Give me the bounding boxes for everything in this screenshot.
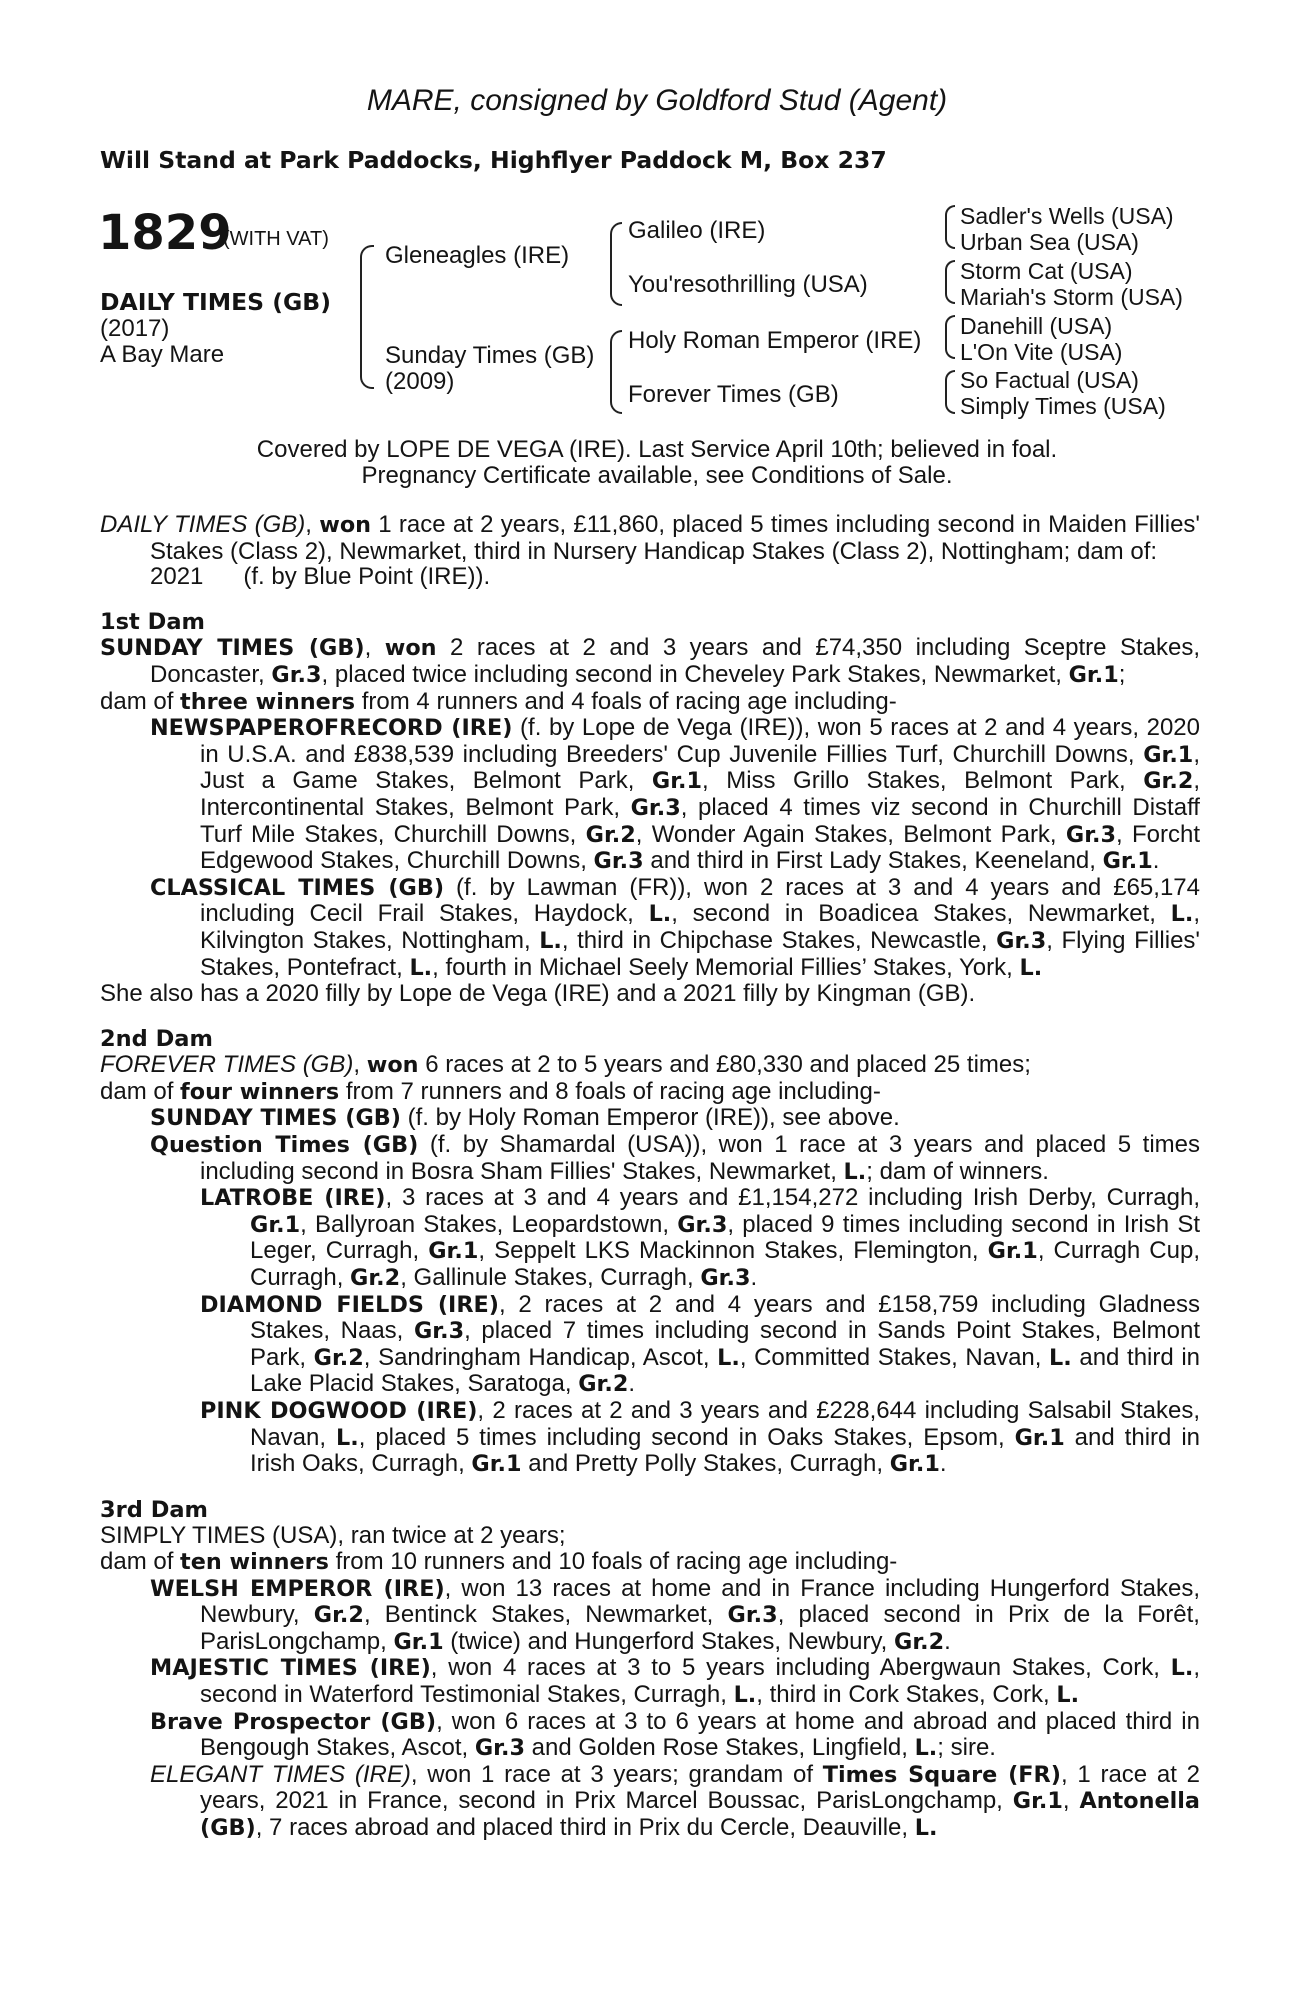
stand-location: Will Stand at Park Paddocks, Highflyer Paddock M, Box 237 bbox=[100, 146, 887, 174]
bold-text: Gr.1 bbox=[428, 1238, 479, 1265]
bold-text: Gr.3 bbox=[677, 1211, 728, 1238]
text-run: , Committed Stakes, Navan, bbox=[739, 1343, 1050, 1371]
bold-text: Gr.2 bbox=[313, 1602, 364, 1629]
text-run: , Intercontinental Stakes, Belmont Park, bbox=[200, 767, 1201, 821]
covered-line-1: Covered by LOPE DE VEGA (IRE). Last Service April 10th; believed in foal. bbox=[256, 436, 1058, 463]
text-run: from 10 runners and 10 foals of racing age including- bbox=[328, 1547, 898, 1575]
italic-text: FOREVER TIMES (GB) bbox=[100, 1051, 354, 1079]
bold-text: Gr.1 bbox=[987, 1238, 1038, 1265]
bold-text: Antonella (GB) bbox=[200, 1788, 1200, 1841]
second-dam-record: FOREVER TIMES (GB), won 6 races at 2 to 5 years and £80,330 and placed 25 times; bbox=[100, 1051, 1031, 1079]
bold-text: SUNDAY TIMES (GB) bbox=[150, 1105, 401, 1132]
text-run: . bbox=[944, 1627, 951, 1655]
second-dam-grandprogeny-3 bbox=[100, 1398, 1200, 1478]
text-run: , Just a Game Stakes, Belmont Park, bbox=[200, 740, 1200, 795]
text-run: , won 13 races at home and in France including Hungerford Stakes, Newbury, bbox=[200, 1574, 1200, 1629]
bold-text: three winners bbox=[180, 688, 356, 715]
pedigree-sss: Sadler's Wells (USA) bbox=[960, 203, 1174, 229]
bold-text: L. bbox=[336, 1424, 359, 1451]
third-dam-progeny-1 bbox=[100, 1576, 1200, 1656]
bold-text: Gr.2 bbox=[894, 1628, 945, 1655]
pedigree-bracket-ds bbox=[945, 315, 955, 359]
pedigree-sire-sire: Galileo (IRE) bbox=[628, 217, 766, 244]
mare-record: DAILY TIMES (GB), won 1 race at 2 years, £11,860, placed 5 times including second in Maiden Fillies' Stakes (Class 2), Newmarket, third in Nursery Handicap Stakes (Class 2), Nottingham; dam of: bbox=[100, 511, 1201, 565]
bold-text: Gr.1 bbox=[1143, 741, 1194, 768]
bold-text: Gr.3 bbox=[271, 661, 322, 688]
second-dam-grandprogeny-2 bbox=[100, 1292, 1200, 1398]
text-run: , won 4 races at 3 to 5 years including Abergwaun Stakes, Cork, bbox=[430, 1654, 1171, 1682]
text-run: , 2 races at 2 and 3 years and £228,644 including Salsabil Stakes, Navan, bbox=[250, 1397, 1201, 1451]
text-run: , Forcht Edgewood Stakes, Churchill Downs, bbox=[200, 820, 1200, 875]
text-run: , 2 races at 2 and 4 years and £158,759 including Gladness Stakes, Naas, bbox=[250, 1290, 1200, 1345]
bold-text: NEWSPAPEROFRECORD (IRE) bbox=[150, 715, 513, 742]
pedigree-ssd: Urban Sea (USA) bbox=[960, 229, 1139, 255]
text-run: , 1 race at 2 years, 2021 in France, second in Prix Marcel Boussac, ParisLongchamp, bbox=[200, 1760, 1200, 1815]
bold-text: DIAMOND FIELDS (IRE) bbox=[200, 1291, 499, 1318]
bold-text: L. bbox=[717, 1344, 740, 1371]
text-run: ; dam of winners. bbox=[866, 1157, 1049, 1185]
bold-text: L. bbox=[1056, 1681, 1080, 1708]
third-dam-progeny-4 bbox=[100, 1762, 1200, 1842]
bold-text: L. bbox=[914, 1814, 938, 1841]
bold-text: Question Times (GB) bbox=[150, 1132, 419, 1159]
bold-text: Brave Prospector (GB) bbox=[150, 1708, 437, 1735]
bold-text: Gr.1 bbox=[889, 1451, 940, 1478]
text-run: , 3 races at 3 and 4 years and £1,154,272 including Irish Derby, Curragh, bbox=[385, 1184, 1201, 1212]
bold-text: Gr.1 bbox=[1012, 1788, 1063, 1815]
text-run: from 4 runners and 4 foals of racing age including- bbox=[355, 687, 897, 715]
bold-text: L. bbox=[409, 954, 433, 981]
second-dam-summary bbox=[100, 1079, 1200, 1106]
text-run: , Bentinck Stakes, Newmarket, bbox=[363, 1601, 728, 1629]
pedigree-sire: Gleneagles (IRE) bbox=[385, 242, 570, 269]
bold-text: L. bbox=[1170, 901, 1194, 928]
text-run: 1 race at 2 years, £11,860, placed 5 times including second in Maiden Fillies' Stakes (Class 2), Newmarket, third in Nursery Handicap Stakes (Class 2), Nottingham; dam of: bbox=[150, 511, 1201, 565]
bold-text: Times Square (FR) bbox=[822, 1761, 1061, 1788]
bold-text: Gr.1 bbox=[1102, 848, 1153, 875]
third-dam-summary bbox=[100, 1549, 1200, 1576]
text-run: , bbox=[1062, 1787, 1080, 1815]
first-dam-heading: 1st Dam bbox=[100, 608, 205, 635]
bold-text: L. bbox=[843, 1158, 867, 1185]
pedigree-bracket-sd bbox=[945, 260, 955, 304]
bold-text: MAJESTIC TIMES (IRE) bbox=[150, 1655, 431, 1682]
text-run: , placed 5 times including second in Oaks Stakes, Epsom, bbox=[358, 1423, 1015, 1451]
third-dam-record: SIMPLY TIMES (USA), ran twice at 2 years; bbox=[100, 1522, 566, 1550]
text-run: (twice) and Hungerford Stakes, Newbury, bbox=[443, 1627, 895, 1655]
text-run: (f. by Shamardal (USA)), won 1 race at 3 years and placed 5 times including second in Bosra Sham Fillies' Stakes, Newmarket, bbox=[200, 1131, 1201, 1185]
second-dam-progeny-1 bbox=[100, 1105, 1200, 1132]
third-dam-heading: 3rd Dam bbox=[100, 1496, 208, 1523]
text-run: . bbox=[750, 1264, 758, 1292]
bold-text: Gr.2 bbox=[585, 821, 636, 848]
first-dam-record: SUNDAY TIMES (GB), won 2 races at 2 and 3 years and £74,350 including Sceptre Stakes, Doncaster, Gr.3, placed twice including second in Cheveley Park Stakes, Newmarket, Gr.1; bbox=[100, 634, 1200, 688]
text-run: dam of bbox=[100, 1077, 181, 1105]
bold-text: L. bbox=[1170, 1655, 1194, 1682]
pedigree-dss: Danehill (USA) bbox=[960, 313, 1113, 339]
bold-text: won bbox=[319, 512, 372, 538]
bold-text: Gr.1 bbox=[250, 1211, 301, 1238]
bold-text: L. bbox=[733, 1681, 757, 1708]
text-run: (f. by Holy Roman Emperor (IRE)), see above. bbox=[400, 1104, 900, 1132]
bold-text: Gr.2 bbox=[313, 1344, 364, 1371]
pedigree-bracket-dd bbox=[945, 370, 955, 414]
text-run: , Ballyroan Stakes, Leopardstown, bbox=[300, 1210, 678, 1238]
text-run: and third in Irish Oaks, Curragh, bbox=[250, 1423, 1200, 1478]
mare-produce bbox=[100, 564, 1200, 590]
pedigree-dam-year: (2009) bbox=[385, 368, 455, 395]
bold-text: Gr.3 bbox=[593, 848, 644, 875]
bold-text: Gr.1 bbox=[651, 768, 703, 795]
bold-text: PINK DOGWOOD (IRE) bbox=[200, 1398, 478, 1424]
text-run: , won 6 races at 3 to 6 years at home and abroad and placed third in Bengough Stakes, Ascot, bbox=[200, 1707, 1200, 1762]
pedigree-dds: So Factual (USA) bbox=[960, 367, 1139, 393]
lot-number bbox=[98, 205, 232, 261]
third-dam-progeny-3 bbox=[100, 1709, 1200, 1762]
bold-text: Gr.2 bbox=[1143, 768, 1194, 795]
text-run: , third in Cork Stakes, Cork, bbox=[756, 1680, 1057, 1708]
bold-text: CLASSICAL TIMES (GB) bbox=[150, 874, 445, 901]
bold-text: Gr.1 bbox=[393, 1628, 444, 1655]
lot-heading: MARE, consigned by Goldford Stud (Agent) bbox=[366, 84, 948, 117]
text-run: , Flying Fillies' Stakes, Pontefract, bbox=[200, 926, 1200, 981]
covered-line-2: Pregnancy Certificate available, see Conditions of Sale. bbox=[361, 462, 953, 489]
text-run: and Pretty Polly Stakes, Curragh, bbox=[521, 1450, 890, 1478]
bold-text: L. bbox=[914, 1735, 938, 1762]
bold-text: Gr.2 bbox=[350, 1265, 401, 1292]
bold-text: Gr.3 bbox=[700, 1265, 751, 1292]
text-run: . bbox=[628, 1370, 636, 1398]
bold-text: ten winners bbox=[180, 1548, 329, 1575]
bold-text: Gr.1 bbox=[1014, 1424, 1065, 1451]
text-run: ; bbox=[1118, 660, 1126, 688]
bold-text: WELSH EMPEROR (IRE) bbox=[150, 1575, 445, 1602]
bold-text: L. bbox=[1019, 954, 1043, 981]
bold-text: Gr.3 bbox=[413, 1318, 465, 1345]
lot-number-value: 1829 bbox=[98, 205, 232, 261]
bold-text: L. bbox=[648, 901, 672, 928]
horse-description: A Bay Mare bbox=[100, 341, 225, 368]
text-run: , Miss Grillo Stakes, Belmont Park, bbox=[702, 767, 1144, 795]
text-run: . bbox=[1152, 847, 1160, 875]
text-run: , Sandringham Handicap, Ascot, bbox=[363, 1343, 718, 1371]
pedigree-sdd: Mariah's Storm (USA) bbox=[960, 284, 1183, 310]
bold-text: L. bbox=[539, 927, 562, 954]
text-run: 2021 bbox=[150, 563, 204, 591]
bold-text: L. bbox=[1049, 1344, 1072, 1371]
text-run: (f. by Lawman (FR)), won 2 races at 3 and 4 years and £65,174 including Cecil Frail Stakes, Haydock, bbox=[200, 873, 1200, 928]
text-run: 2 races at 2 and 3 years and £74,350 including Sceptre Stakes, Doncaster, bbox=[150, 634, 1200, 688]
text-run: , placed twice including second in Cheveley Park Stakes, Newmarket, bbox=[321, 660, 1069, 688]
pedigree-notes bbox=[100, 512, 1200, 1842]
text-run: , Gallinule Stakes, Curragh, bbox=[400, 1264, 701, 1292]
italic-text: DAILY TIMES (GB) bbox=[100, 511, 306, 538]
text-run: , Wonder Again Stakes, Belmont Park, bbox=[635, 820, 1066, 848]
pedigree-dam-dam: Forever Times (GB) bbox=[628, 381, 839, 408]
pedigree-bracket-ss bbox=[945, 205, 955, 249]
text-run: , Curragh Cup, Curragh, bbox=[250, 1237, 1201, 1292]
second-dam-grandprogeny-1 bbox=[100, 1185, 1200, 1291]
text-run: and third in First Lady Stakes, Keeneland, bbox=[643, 847, 1103, 875]
pedigree-dsd: L'On Vite (USA) bbox=[960, 339, 1123, 365]
bold-text: Gr.3 bbox=[1065, 821, 1117, 848]
text-run: , fourth in Michael Seely Memorial Fillies’ Stakes, York, bbox=[432, 953, 1020, 981]
text-run: , Seppelt LKS Mackinnon Stakes, Flemington, bbox=[478, 1237, 988, 1265]
first-dam-summary bbox=[100, 689, 1200, 716]
text-run: and third in Lake Placid Stakes, Saratoga, bbox=[250, 1343, 1200, 1398]
text-run: from 7 runners and 8 foals of racing age including- bbox=[339, 1077, 881, 1105]
bold-text: Gr.2 bbox=[578, 1371, 629, 1398]
first-dam-also: She also has a 2020 filly by Lope de Vega (IRE) and a 2021 filly by Kingman (GB). bbox=[100, 980, 976, 1008]
text-run: ; sire. bbox=[937, 1734, 996, 1762]
pedigree-ddd: Simply Times (USA) bbox=[960, 393, 1166, 419]
text-run: . bbox=[939, 1450, 947, 1478]
italic-text: ELEGANT TIMES (IRE) bbox=[150, 1760, 411, 1788]
text-run: dam of bbox=[100, 687, 181, 715]
pedigree-sire-dam: You'resothrilling (USA) bbox=[628, 271, 868, 298]
bold-text: Gr.1 bbox=[1068, 661, 1119, 688]
bold-text: won bbox=[384, 635, 437, 662]
horse-name: DAILY TIMES (GB) bbox=[100, 288, 331, 316]
third-dam-progeny-2 bbox=[100, 1655, 1200, 1708]
text-run: , second in Waterford Testimonial Stakes, Curragh, bbox=[200, 1654, 1200, 1708]
horse-year: (2017) bbox=[100, 315, 170, 342]
bold-text: Gr.1 bbox=[471, 1451, 522, 1478]
bold-text: LATROBE (IRE) bbox=[200, 1185, 386, 1212]
text-run: , second in Boadicea Stakes, Newmarket, bbox=[671, 900, 1171, 928]
second-dam-heading: 2nd Dam bbox=[100, 1025, 213, 1052]
text-run: , placed 4 times viz second in Churchill Distaff Turf Mile Stakes, Churchill Downs, bbox=[200, 793, 1200, 848]
text-run: (f. by Blue Point (IRE)). bbox=[243, 563, 491, 591]
text-run: , 7 races abroad and placed third in Prix du Cercle, Deauville, bbox=[255, 1813, 915, 1841]
first-dam-progeny-2 bbox=[100, 875, 1200, 981]
bold-text: Gr.3 bbox=[630, 794, 681, 821]
vat-note: (WITH VAT) bbox=[223, 228, 329, 250]
text-run: dam of bbox=[100, 1547, 181, 1575]
text-run: , placed second in Prix de la Forêt, ParisLongchamp, bbox=[200, 1601, 1200, 1655]
pedigree-sds: Storm Cat (USA) bbox=[960, 258, 1133, 284]
pedigree-dam: Sunday Times (GB) bbox=[385, 342, 595, 369]
first-dam-progeny-1 bbox=[100, 715, 1200, 875]
bold-text: won bbox=[366, 1052, 419, 1079]
bold-text: SUNDAY TIMES (GB) bbox=[100, 635, 365, 662]
bold-text: four winners bbox=[180, 1078, 340, 1105]
text-run: and Golden Rose Stakes, Lingfield, bbox=[525, 1734, 915, 1762]
bold-text: Gr.3 bbox=[727, 1602, 778, 1629]
second-dam-progeny-2 bbox=[100, 1132, 1200, 1185]
pedigree-dam-sire: Holy Roman Emperor (IRE) bbox=[628, 327, 922, 354]
text-run: , placed 7 times including second in Sands Point Stakes, Belmont Park, bbox=[250, 1317, 1200, 1371]
pedigree-bracket-main bbox=[360, 245, 374, 389]
bold-text: Gr.3 bbox=[996, 927, 1047, 954]
bold-text: Gr.3 bbox=[474, 1735, 525, 1762]
text-run: (f. by Lope de Vega (IRE)), won 5 races at 2 and 4 years, 2020 in U.S.A. and £838,539 including Breeders' Cup Juvenile Fillies Turf, Churchill Downs, bbox=[200, 714, 1200, 768]
text-run: , won 1 race at 3 years; grandam of bbox=[410, 1760, 823, 1788]
text-run: , Kilvington Stakes, Nottingham, bbox=[200, 900, 1200, 954]
text-run: , third in Chipchase Stakes, Newcastle, bbox=[561, 926, 997, 954]
pedigree-bracket-sire bbox=[610, 222, 622, 306]
text-run: , placed 9 times including second in Irish St Leger, Curragh, bbox=[250, 1210, 1200, 1265]
text-run: 6 races at 2 to 5 years and £80,330 and placed 25 times; bbox=[418, 1051, 1031, 1079]
pedigree-bracket-dam bbox=[610, 330, 622, 414]
